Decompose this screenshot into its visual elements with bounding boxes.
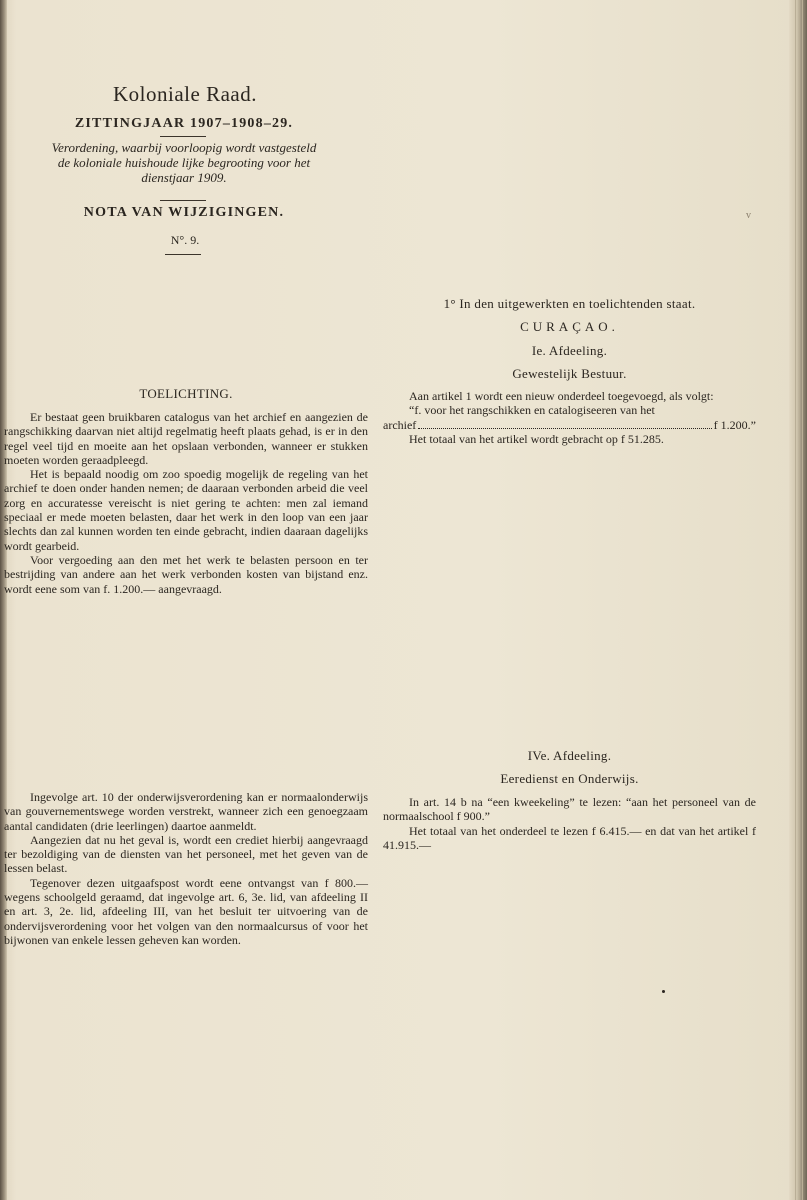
colony-heading: CURAÇAO. [520,319,619,334]
document-title: Koloniale Raad. [113,82,257,106]
amendment-gewestelijk-bestuur [383,389,756,446]
ordinance-description: Verordening, waarbij voorloopig wordt vastgesteld de koloniale huishoude lijke begrooting voor het dienstjaar 1909. [51,140,317,185]
page-stripe [795,0,796,1200]
margin-mark: v [746,210,751,221]
section-subheading: Gewestelijk Bestuur. [512,366,627,381]
paragraph: Het totaal van het onderdeel te lezen f 6.415.— en dat van het artikel f 41.915.— [383,823,756,852]
divider [165,254,201,255]
section-heading: IVe. Afdeeling. [527,748,612,763]
paragraph: Tegenover dezen uitgaafspost wordt eene ontvangst van f 800.—wegens schoolgeld geraamd, dat ingevolge art. 6, 3e. lid, van afdeeling II en art. 3, 2e. lid, afdeeling III, van het besluit ter uitvoering van de ondervijsverordening voor het volgen van den normaalcursus of voor het bijwonen van enkele lessen geheven kan worden. [4,875,368,947]
divider [160,136,206,137]
paragraph: Voor vergoeding aan den met het werk te belasten persoon en ter bestrijding van andere aan het werk verbonden kosten van bijstand enz. wordt eene som van f. 1.200.— aangevraagd. [4,552,368,596]
paragraph: Ingevolge art. 10 der onderwijsverordening kan er normaalonderwijs van gouvernementswege worden verstrekt, wanneer zich een genoegzaam aantal candidaten (drie leerlingen) daartoe aanmeldt. [4,790,368,833]
paragraph: In art. 14 b na “een kweekeling” te lezen: “aan het personeel van de normaalschool f 900.” [383,795,756,824]
paragraph: Aan artikel 1 wordt een nieuw onderdeel toegevoegd, als volgt: [409,389,714,403]
session-heading: ZITTINGJAAR 1907–1908–29. [74,116,294,131]
item-amount: f 1.200.” [713,417,756,432]
toelichting-text [4,410,368,596]
dot-leader [418,428,711,429]
page-stripe [799,0,800,1200]
paragraph: Het totaal van het artikel wordt gebracht op f 51.285. [409,431,664,446]
item-label: archief [383,417,417,432]
paragraph: Het is bepaald noodig om zoo spoedig mogelijk de regeling van het archief te doen onder handen nemen; de daaraan verbonden arbeid die veel zorg en accuratesse vereischt is niet gering te achten: men zal iemand speciaal er mede moeten belasten, daar het werk in den loop van een jaar slechts dan zal kunnen worden ten einde gebracht, indien daaraan dagelijks wordt gearbeid. [4,467,368,553]
binding-edge [0,0,7,1200]
paragraph: Aangezien dat nu het geval is, wordt een crediet hierbij aangevraagd ter bezoldiging van de diensten van het personeel, met het geven van de lessen belast. [4,832,368,876]
amendment-item: “f. voor het rangschikken en catalogiseeren van het [409,403,655,418]
amendment-item-line [383,418,756,432]
amendment-intro: 1° In den uitgewerkten en toelichtenden staat. [443,296,696,311]
ink-speck [662,990,665,993]
document-number: N°. 9. [170,233,200,247]
nota-heading: NOTA VAN WIJZIGINGEN. [83,205,285,220]
onderwijs-text [4,790,368,947]
section-heading: Ie. Afdeeling. [531,343,608,358]
paragraph: Er bestaat geen bruikbaren catalogus van het archief en aangezien de rangschikking daarvan niet altijd regelmatig heeft plaats gehad, is er in den regel veel tijd en moeite aan het opslaan verbonden, wanneer er stukken moeten worden geraadpleegd. [4,410,368,467]
page-stack-edge [789,0,807,1200]
page-stripe [802,0,803,1200]
toelichting-heading: TOELICHTING. [139,386,233,401]
amendment-onderwijs [383,795,756,852]
divider [160,200,206,201]
section-subheading: Eeredienst en Onderwijs. [500,771,639,786]
